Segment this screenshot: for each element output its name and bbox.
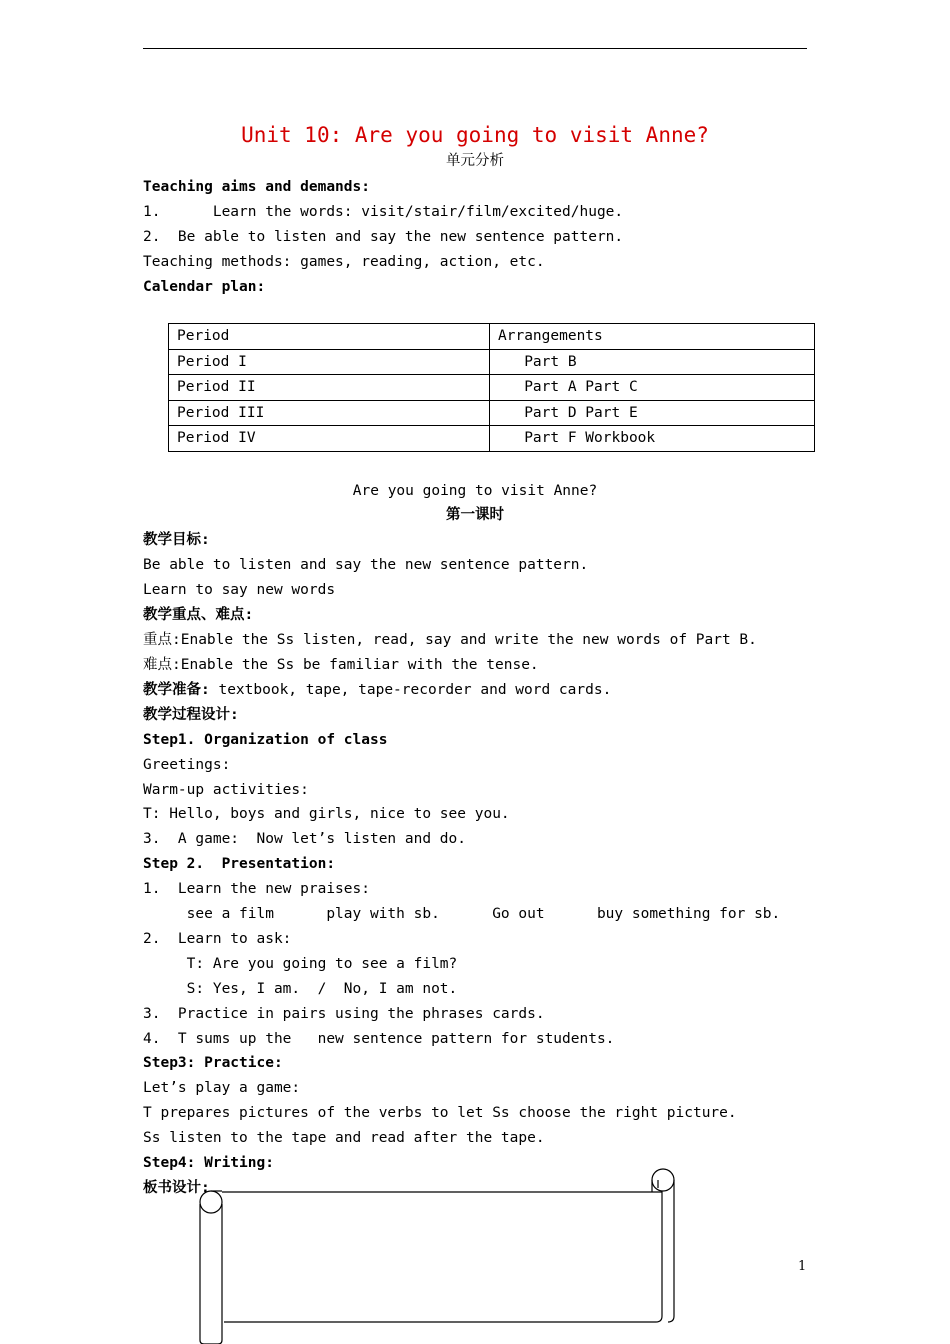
step2-line: 3. Practice in pairs using the phrases cards.	[143, 1006, 545, 1022]
step1-line: Warm-up activities:	[143, 782, 309, 798]
page-number: 1	[798, 1259, 807, 1274]
objective-item-2: Learn to say new words	[143, 582, 336, 598]
lesson-subtitle: 第一课时	[446, 507, 504, 523]
table-header-row	[169, 324, 815, 350]
table-cell: Period I	[169, 349, 490, 375]
process-heading: 教学过程设计:	[143, 707, 239, 723]
step2-line: 4. T sums up the new sentence pattern for students.	[143, 1031, 615, 1047]
table-cell: Period IV	[169, 426, 490, 452]
difficult-point: 难点:Enable the Ss be familiar with the tense.	[143, 657, 539, 673]
unit-title: Unit 10: Are you going to visit Anne?	[241, 123, 709, 147]
step3-heading: Step3: Practice:	[143, 1055, 283, 1071]
step1-line: T: Hello, boys and girls, nice to see you.	[143, 806, 510, 822]
step4-heading: Step4: Writing:	[143, 1155, 274, 1171]
calendar-heading: Calendar plan:	[143, 279, 266, 295]
unit-subtitle: 单元分析	[446, 153, 504, 169]
aims-heading: Teaching aims and demands:	[143, 179, 370, 195]
preparation	[143, 680, 611, 700]
table-row	[169, 400, 815, 426]
objective-item-1: Be able to listen and say the new sentence pattern.	[143, 557, 589, 573]
table-cell: Part D Part E	[490, 400, 815, 426]
key-point: 重点:Enable the Ss listen, read, say and write the new words of Part B.	[143, 632, 757, 648]
table-header-cell: Period	[169, 324, 490, 350]
calendar-table	[168, 323, 815, 452]
step2-line: T: Are you going to see a film?	[143, 956, 458, 972]
board-scroll-frame	[196, 1164, 682, 1344]
teaching-methods: Teaching methods: games, reading, action, etc.	[143, 254, 545, 270]
table-cell: Part B	[490, 349, 815, 375]
step1-heading: Step1. Organization of class	[143, 732, 388, 748]
step2-heading: Step 2. Presentation:	[143, 856, 336, 872]
table-row	[169, 375, 815, 401]
table-cell: Period III	[169, 400, 490, 426]
table-cell: Part A Part C	[490, 375, 815, 401]
key-points-heading: 教学重点、难点:	[143, 607, 254, 623]
step2-line: see a film play with sb. Go out buy something for sb.	[143, 906, 781, 922]
step2-line: 1. Learn the new praises:	[143, 881, 370, 897]
step2-line: 2. Learn to ask:	[143, 931, 292, 947]
step3-line: Let’s play a game:	[143, 1080, 301, 1096]
table-row	[169, 426, 815, 452]
table-row	[169, 349, 815, 375]
step2-line: S: Yes, I am. / No, I am not.	[143, 981, 458, 997]
header-rule	[143, 48, 807, 49]
objectives-heading: 教学目标:	[143, 532, 210, 548]
board-design-heading: 板书设计:	[143, 1180, 210, 1196]
preparation-label: 教学准备:	[143, 682, 210, 698]
table-header-cell: Arrangements	[490, 324, 815, 350]
step1-line: 3. A game: Now let’s listen and do.	[143, 831, 467, 847]
table-cell: Part F Workbook	[490, 426, 815, 452]
preparation-text: textbook, tape, tape-recorder and word cards.	[209, 682, 612, 698]
step1-line: Greetings:	[143, 757, 231, 773]
aim-item-2: 2. Be able to listen and say the new sentence pattern.	[143, 229, 624, 245]
step3-line: T prepares pictures of the verbs to let Ss choose the right picture.	[143, 1105, 737, 1121]
aim-item-1: 1. Learn the words: visit/stair/film/excited/huge.	[143, 204, 624, 220]
table-cell: Period II	[169, 375, 490, 401]
step3-line: Ss listen to the tape and read after the tape.	[143, 1130, 545, 1146]
lesson-title: Are you going to visit Anne?	[352, 483, 598, 499]
